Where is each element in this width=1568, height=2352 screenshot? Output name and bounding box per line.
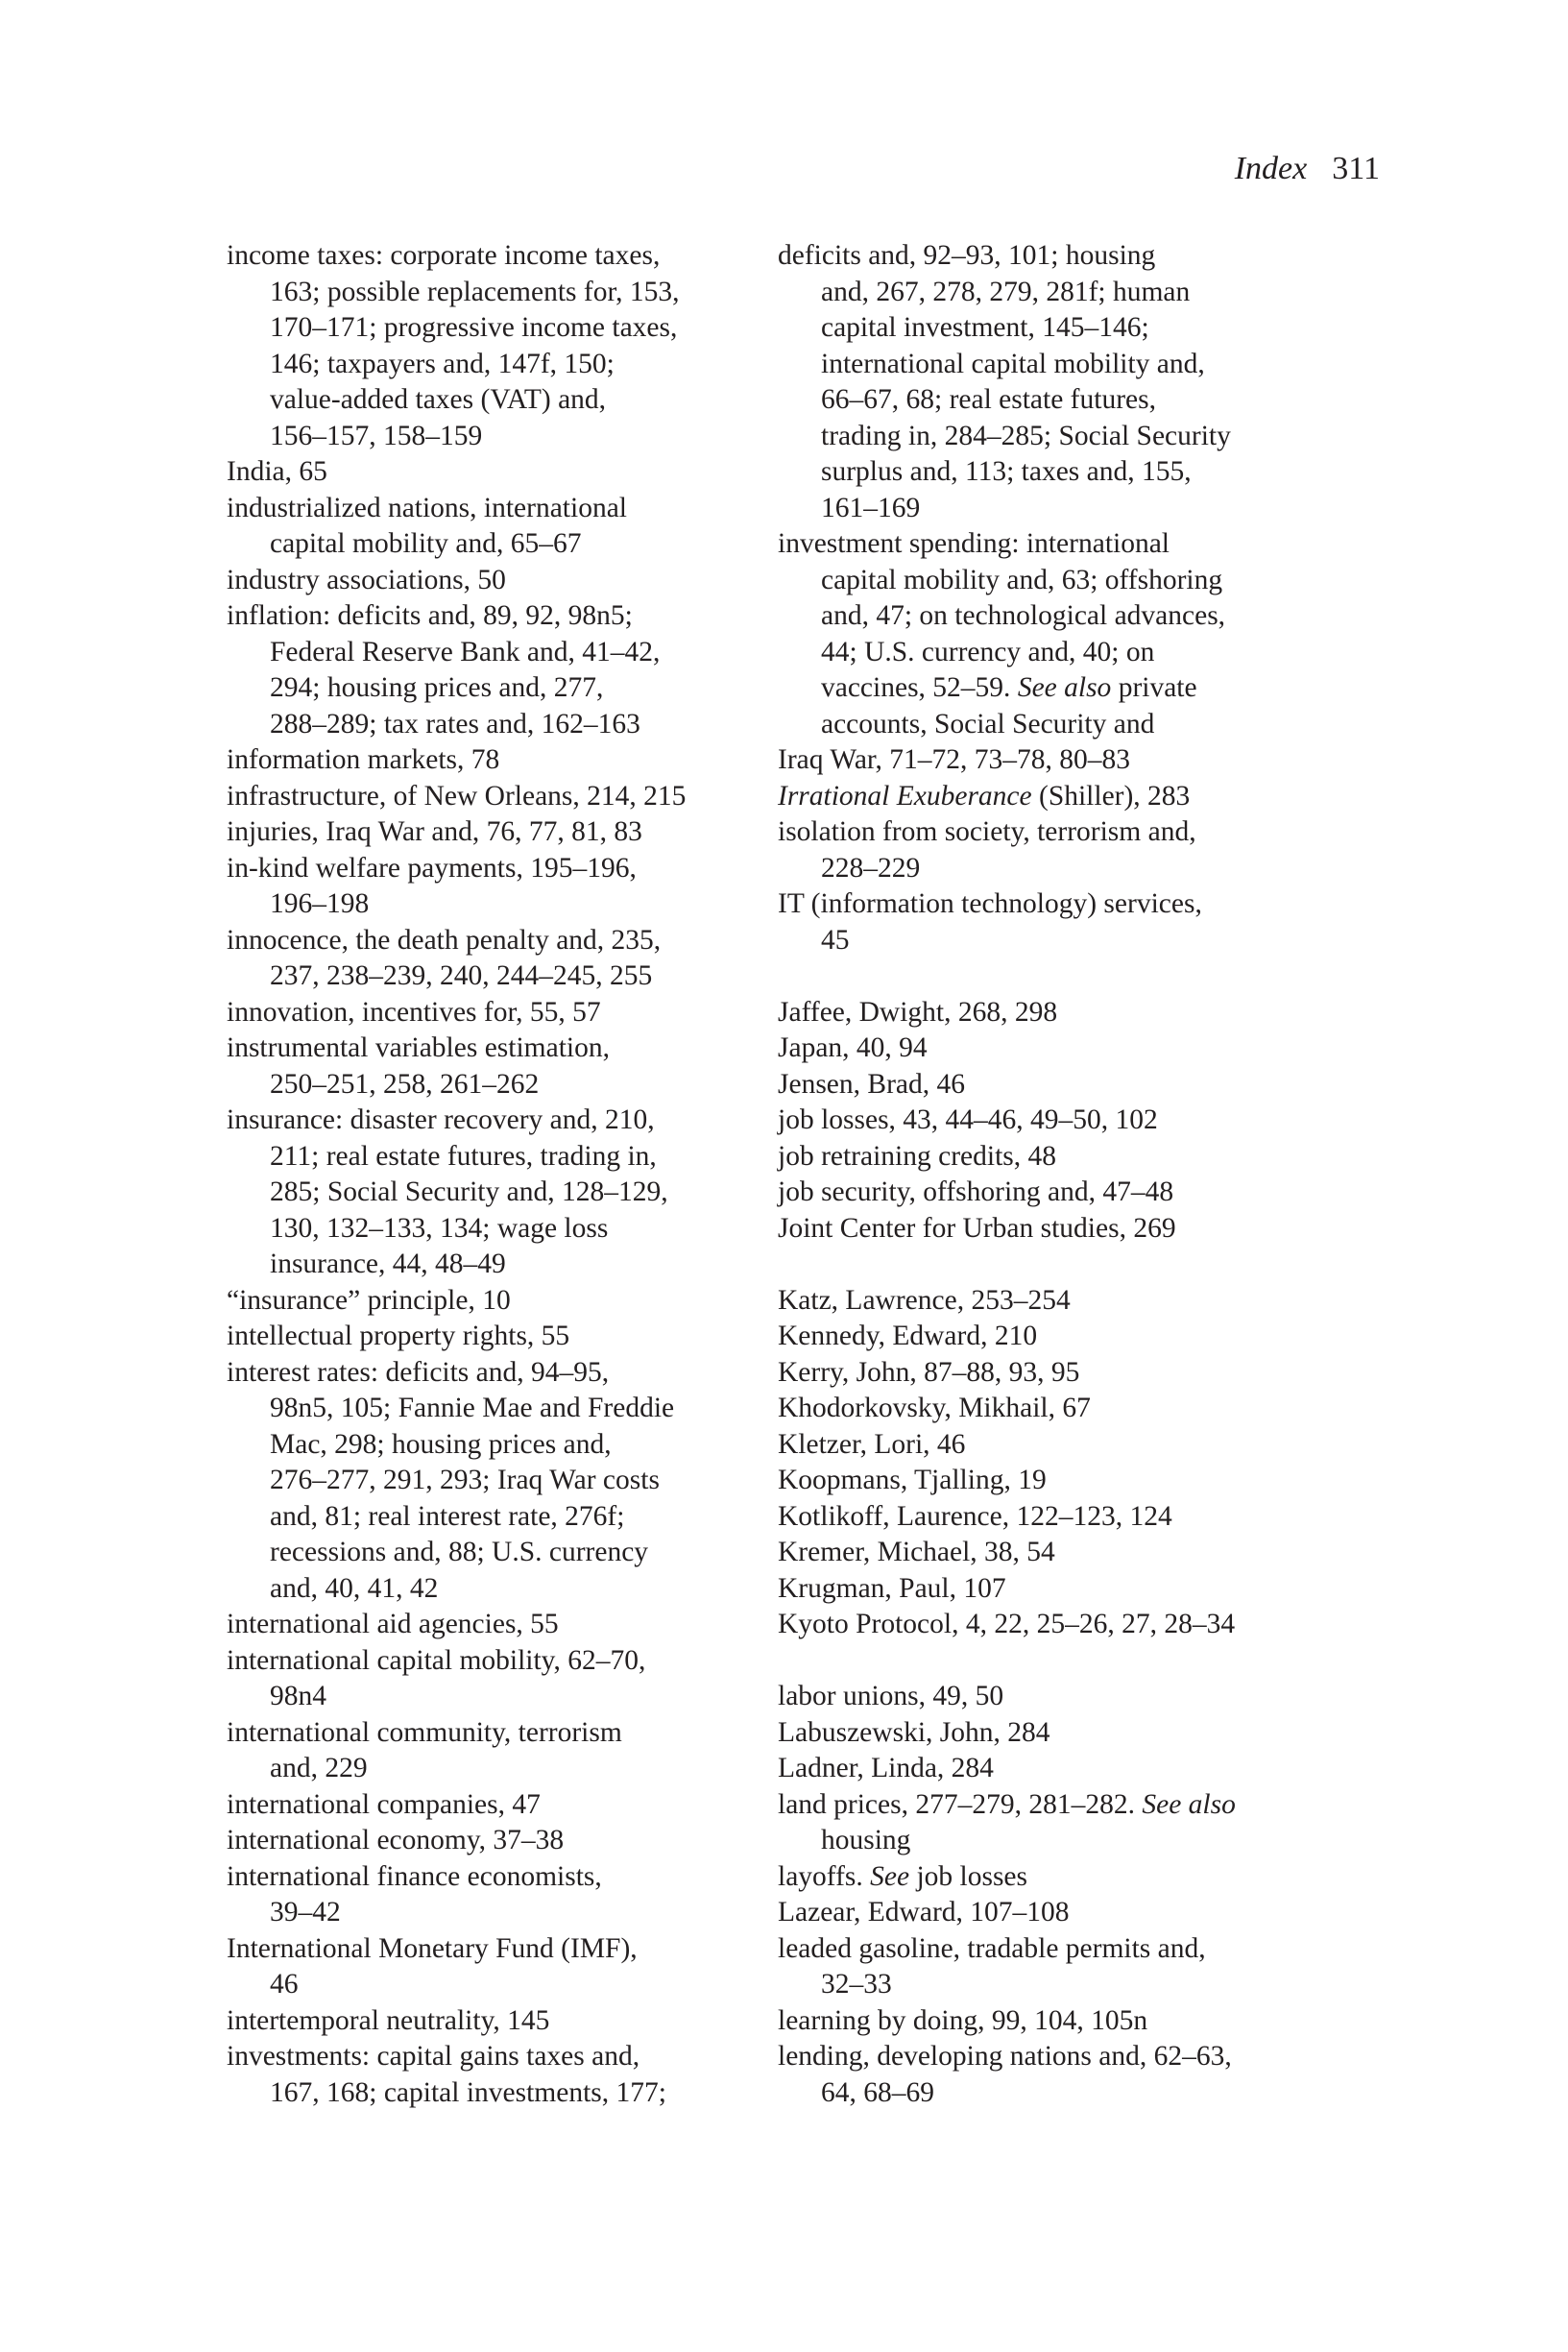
entry-text: industrialized nations, international capital mobility and, 65–67: [227, 492, 627, 559]
entry-text: IT (information technology) services, 45: [778, 888, 1202, 956]
index-entry: [227, 491, 774, 563]
index-entry: [778, 1787, 1335, 1859]
index-entry: [227, 851, 774, 923]
entry-text: instrumental variables estimation, 250–251, 258, 261–262: [227, 1032, 610, 1100]
entry-text: Kyoto Protocol, 4, 22, 25–26, 27, 28–34: [778, 1609, 1236, 1639]
entry-text: Labuszewski, John, 284: [778, 1716, 1050, 1748]
index-entry: [778, 1391, 1335, 1427]
entry-text: insurance: disaster recovery and, 210, 211; real estate futures, trading in, 285; Social Security and, 128–129, 130, 132–133, 134; wage loss insurance, 44, 48–49: [227, 1104, 668, 1279]
entry-text: international companies, 47: [227, 1788, 541, 1820]
index-entry: [227, 779, 774, 815]
index-entry: [227, 2003, 774, 2040]
entry-text: “insurance” principle, 10: [227, 1284, 511, 1316]
entry-text: Japan, 40, 94: [778, 1032, 928, 1063]
entry-text: Kerry, John, 87–88, 93, 95: [778, 1356, 1080, 1388]
entry-text-continued: housing: [821, 1825, 911, 1855]
entry-text: international community, terrorism and, 229: [227, 1716, 622, 1783]
index-entry: [778, 1427, 1335, 1464]
entry-text: job losses, 43, 44–46, 49–50, 102: [778, 1104, 1158, 1135]
entry-text: innocence, the death penalty and, 235, 237, 238–239, 240, 244–245, 255: [227, 924, 662, 991]
index-entry-continued: [778, 238, 1335, 526]
index-entry: [227, 1283, 774, 1320]
index-column-left: [227, 238, 774, 2111]
entry-text: Ladner, Linda, 284: [778, 1753, 994, 1783]
entry-text: Krugman, Paul, 107: [778, 1572, 1006, 1604]
letter-group-gap: [778, 1643, 1335, 1680]
entry-text: international capital mobility, 62–70, 98n4: [227, 1644, 646, 1711]
entry-text: inflation: deficits and, 89, 92, 98n5; Federal Reserve Bank and, 41–42, 294; housing prices and, 277, 288–289; tax rates and, 162–163: [227, 600, 661, 740]
index-entry: [227, 1319, 774, 1355]
entry-text-continued: job losses: [909, 1860, 1028, 1892]
index-entry: [778, 1355, 1335, 1392]
entry-text: intertemporal neutrality, 145: [227, 2004, 550, 2036]
entry-text: infrastructure, of New Orleans, 214, 215: [227, 780, 687, 812]
index-entry: [778, 1751, 1335, 1787]
letter-group-gap: [778, 1247, 1335, 1283]
index-entry: [778, 814, 1335, 886]
index-entry: [778, 1103, 1335, 1139]
entry-text: international finance economists, 39–42: [227, 1860, 602, 1928]
index-entry: [227, 1607, 774, 1643]
index-entry: [227, 742, 774, 779]
entry-text: Kremer, Michael, 38, 54: [778, 1537, 1055, 1567]
cross-reference-label: See also: [1142, 1788, 1236, 1820]
index-entry: [227, 2039, 774, 2111]
cross-reference-label: See: [870, 1860, 910, 1892]
entry-text: Jaffee, Dwight, 268, 298: [778, 996, 1058, 1028]
entry-text: information markets, 78: [227, 744, 500, 775]
entry-text: injuries, Iraq War and, 76, 77, 81, 83: [227, 816, 642, 847]
index-entry: [227, 238, 774, 454]
index-entry: [778, 1859, 1335, 1896]
letter-group-gap: [778, 958, 1335, 995]
entry-text: in-kind welfare payments, 195–196, 196–198: [227, 852, 637, 919]
entry-text: Kotlikoff, Laurence, 122–123, 124: [778, 1500, 1172, 1532]
index-entry: [778, 1211, 1335, 1248]
index-entry: [778, 1715, 1335, 1752]
index-entry: [778, 1607, 1335, 1643]
index-entry: [227, 1355, 774, 1608]
index-entry: [778, 526, 1335, 742]
index-column-right: [778, 238, 1335, 2111]
entry-text: Katz, Lawrence, 253–254: [778, 1284, 1071, 1316]
entry-text: labor unions, 49, 50: [778, 1681, 1004, 1711]
entry-text: Kennedy, Edward, 210: [778, 1321, 1038, 1351]
index-entry: [227, 1031, 774, 1103]
index-entry: [778, 1931, 1335, 2003]
entry-text: investment spending: international capital mobility and, 63; offshoring and, 47; on technological advances, 44; U.S. currency and, 40; on vaccines, 52–59.: [778, 528, 1226, 703]
index-entry: [778, 1499, 1335, 1536]
index-entry: [227, 814, 774, 851]
entry-text: India, 65: [227, 456, 327, 487]
entry-text: Kletzer, Lori, 46: [778, 1428, 966, 1460]
index-entry: [227, 923, 774, 995]
entry-text: international economy, 37–38: [227, 1825, 565, 1855]
index-entry: [778, 1319, 1335, 1355]
index-entry: [227, 598, 774, 742]
entry-text: Lazear, Edward, 107–108: [778, 1897, 1070, 1928]
entry-text: intellectual property rights, 55: [227, 1321, 570, 1351]
entry-text: isolation from society, terrorism and, 228–229: [778, 816, 1196, 884]
entry-text: deficits and, 92–93, 101; housing and, 267, 278, 279, 281f; human capital investment, 145–146; international capital mobility and, 66–67, 68; real estate futures, trading in, 284–285; Social Security surplus and, 113; taxes and, 155, 161–169: [778, 240, 1231, 523]
entry-text: international aid agencies, 55: [227, 1609, 559, 1639]
entry-text: job security, offshoring and, 47–48: [778, 1176, 1174, 1207]
index-entry: [227, 1715, 774, 1787]
page-number: 311: [1332, 151, 1380, 186]
entry-text: learning by doing, 99, 104, 105n: [778, 2004, 1148, 2036]
entry-text: leaded gasoline, tradable permits and, 32–33: [778, 1932, 1206, 2000]
index-entry: [778, 1571, 1335, 1608]
index-entry: [778, 1679, 1335, 1715]
index-entry: [227, 454, 774, 491]
index-entry: [778, 1283, 1335, 1320]
index-entry: [778, 2003, 1335, 2040]
index-entry: [227, 1823, 774, 1859]
index-entry: [227, 1931, 774, 2003]
entry-text: interest rates: deficits and, 94–95, 98n5, 105; Fannie Mae and Freddie Mac, 298; housing prices and, 276–277, 291, 293; Iraq War costs and, 81; real interest rate, 276f; recessions and, 88; U.S. currency and, 40, 41, 42: [227, 1356, 675, 1604]
index-entry: [227, 1643, 774, 1715]
index-entry: [778, 1175, 1335, 1211]
entry-text: innovation, incentives for, 55, 57: [227, 996, 601, 1028]
index-entry: [227, 1787, 774, 1824]
cross-reference-label: See also: [1017, 672, 1112, 703]
entry-text-continued: private accounts, Social Security and: [821, 672, 1197, 740]
index-entry: [227, 1859, 774, 1931]
entry-title-italic: Irrational Exuberance: [778, 780, 1032, 812]
entry-text: investments: capital gains taxes and, 167, 168; capital investments, 177;: [227, 2041, 666, 2108]
running-header: [1235, 150, 1380, 188]
index-entry: [778, 1031, 1335, 1067]
index-entry: [227, 995, 774, 1031]
index-entry: [778, 1895, 1335, 1931]
index-entry: [227, 563, 774, 599]
entry-text: lending, developing nations and, 62–63, 64, 68–69: [778, 2041, 1232, 2108]
index-entry: [227, 1103, 774, 1283]
index-entry: [778, 1139, 1335, 1176]
entry-text: Jensen, Brad, 46: [778, 1068, 965, 1100]
entry-text: Khodorkovsky, Mikhail, 67: [778, 1393, 1091, 1423]
entry-text: land prices, 277–279, 281–282.: [778, 1788, 1143, 1820]
index-entry: [778, 995, 1335, 1031]
index-entry: [778, 779, 1335, 815]
index-entry: [778, 742, 1335, 779]
section-title: Index: [1234, 151, 1308, 186]
index-entry: [778, 1463, 1335, 1499]
entry-text: (Shiller), 283: [1031, 780, 1191, 812]
index-entry: [778, 886, 1335, 958]
index-entry: [778, 1535, 1335, 1571]
entry-text: International Monetary Fund (IMF), 46: [227, 1932, 638, 2000]
entry-text: job retraining credits, 48: [778, 1140, 1057, 1172]
index-entry: [778, 2039, 1335, 2111]
entry-text: income taxes: corporate income taxes, 163; possible replacements for, 153, 170–171; progressive income taxes, 146; taxpayers and, 147f, 150; value-added taxes (VAT) and, 156–157, 158–159: [227, 240, 680, 451]
entry-text: layoffs.: [778, 1860, 871, 1892]
index-entry: [778, 1067, 1335, 1103]
entry-text: Koopmans, Tjalling, 19: [778, 1465, 1047, 1495]
entry-text: industry associations, 50: [227, 564, 506, 595]
entry-text: Joint Center for Urban studies, 269: [778, 1212, 1176, 1244]
entry-text: Iraq War, 71–72, 73–78, 80–83: [778, 744, 1131, 775]
